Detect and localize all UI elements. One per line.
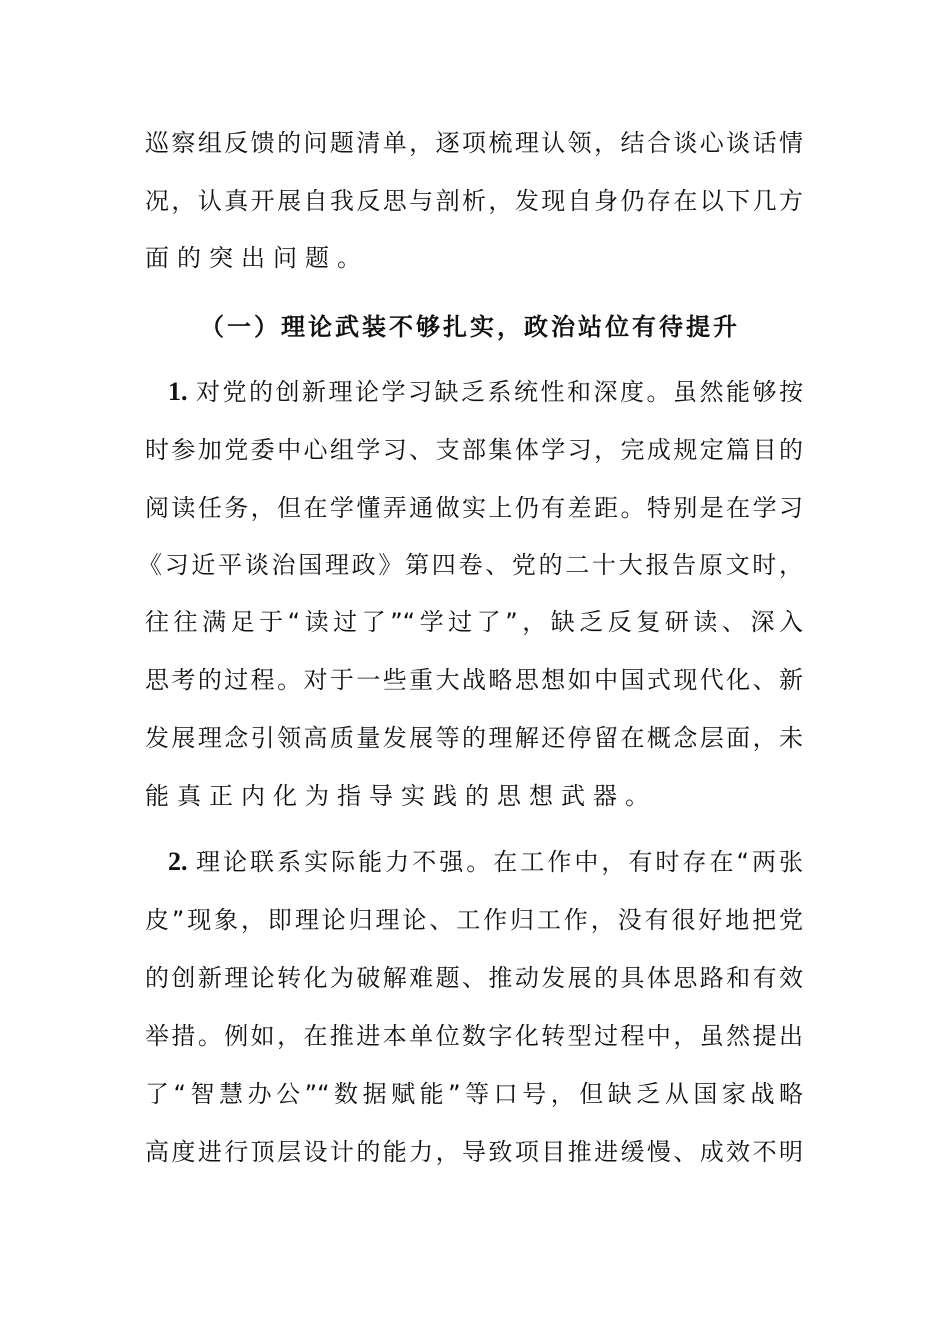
paragraph-line: 巡察组反馈的问题清单，逐项梳理认领，结合谈心谈话情 bbox=[145, 129, 803, 157]
paragraph-line bbox=[168, 847, 803, 877]
paragraph-line: 了“智慧办公”“数据赋能”等口号，但缺乏从国家战略 bbox=[145, 1080, 803, 1108]
item-number: 2. bbox=[168, 847, 188, 876]
paragraph-line: 时参加党委中心组学习、支部集体学习，完成规定篇目的 bbox=[145, 436, 803, 464]
paragraph-line: 阅读任务，但在学懂弄通做实上仍有差距。特别是在学习 bbox=[145, 494, 803, 522]
paragraph-line: 往往满足于“读过了”“学过了”，缺乏反复研读、深入 bbox=[145, 608, 803, 636]
paragraph-line: 能真正内化为指导实践的思想武器。 bbox=[145, 782, 657, 810]
paragraph-line: 举措。例如，在推进本单位数字化转型过程中，虽然提出 bbox=[145, 1022, 803, 1050]
paragraph-line: 《习近平谈治国理政》第四卷、党的二十大报告原文时， bbox=[138, 551, 803, 579]
paragraph-line: 况，认真开展自我反思与剖析，发现自身仍存在以下几方 bbox=[145, 187, 803, 215]
paragraph-line: 面的突出问题。 bbox=[145, 244, 369, 272]
line-text: 理论联系实际能力不强。在工作中，有时存在“两张 bbox=[196, 848, 803, 876]
item-number: 1. bbox=[168, 377, 188, 406]
paragraph-line: 发展理念引领高质量发展等的理解还停留在概念层面，未 bbox=[145, 724, 803, 752]
paragraph-line: 高度进行顶层设计的能力，导致项目推进缓慢、成效不明 bbox=[145, 1138, 803, 1166]
paragraph-line bbox=[168, 377, 803, 407]
paragraph-line: 思考的过程。对于一些重大战略思想如中国式现代化、新 bbox=[145, 666, 803, 694]
paragraph-line: 的创新理论转化为破解难题、推动发展的具体思路和有效 bbox=[145, 964, 803, 992]
line-text: 对党的创新理论学习缺乏系统性和深度。虽然能够按 bbox=[196, 378, 803, 406]
paragraph-line: 皮”现象，即理论归理论、工作归工作，没有很好地把党 bbox=[145, 906, 803, 934]
section-heading: （一）理论武装不够扎实，政治站位有待提升 bbox=[200, 313, 740, 341]
